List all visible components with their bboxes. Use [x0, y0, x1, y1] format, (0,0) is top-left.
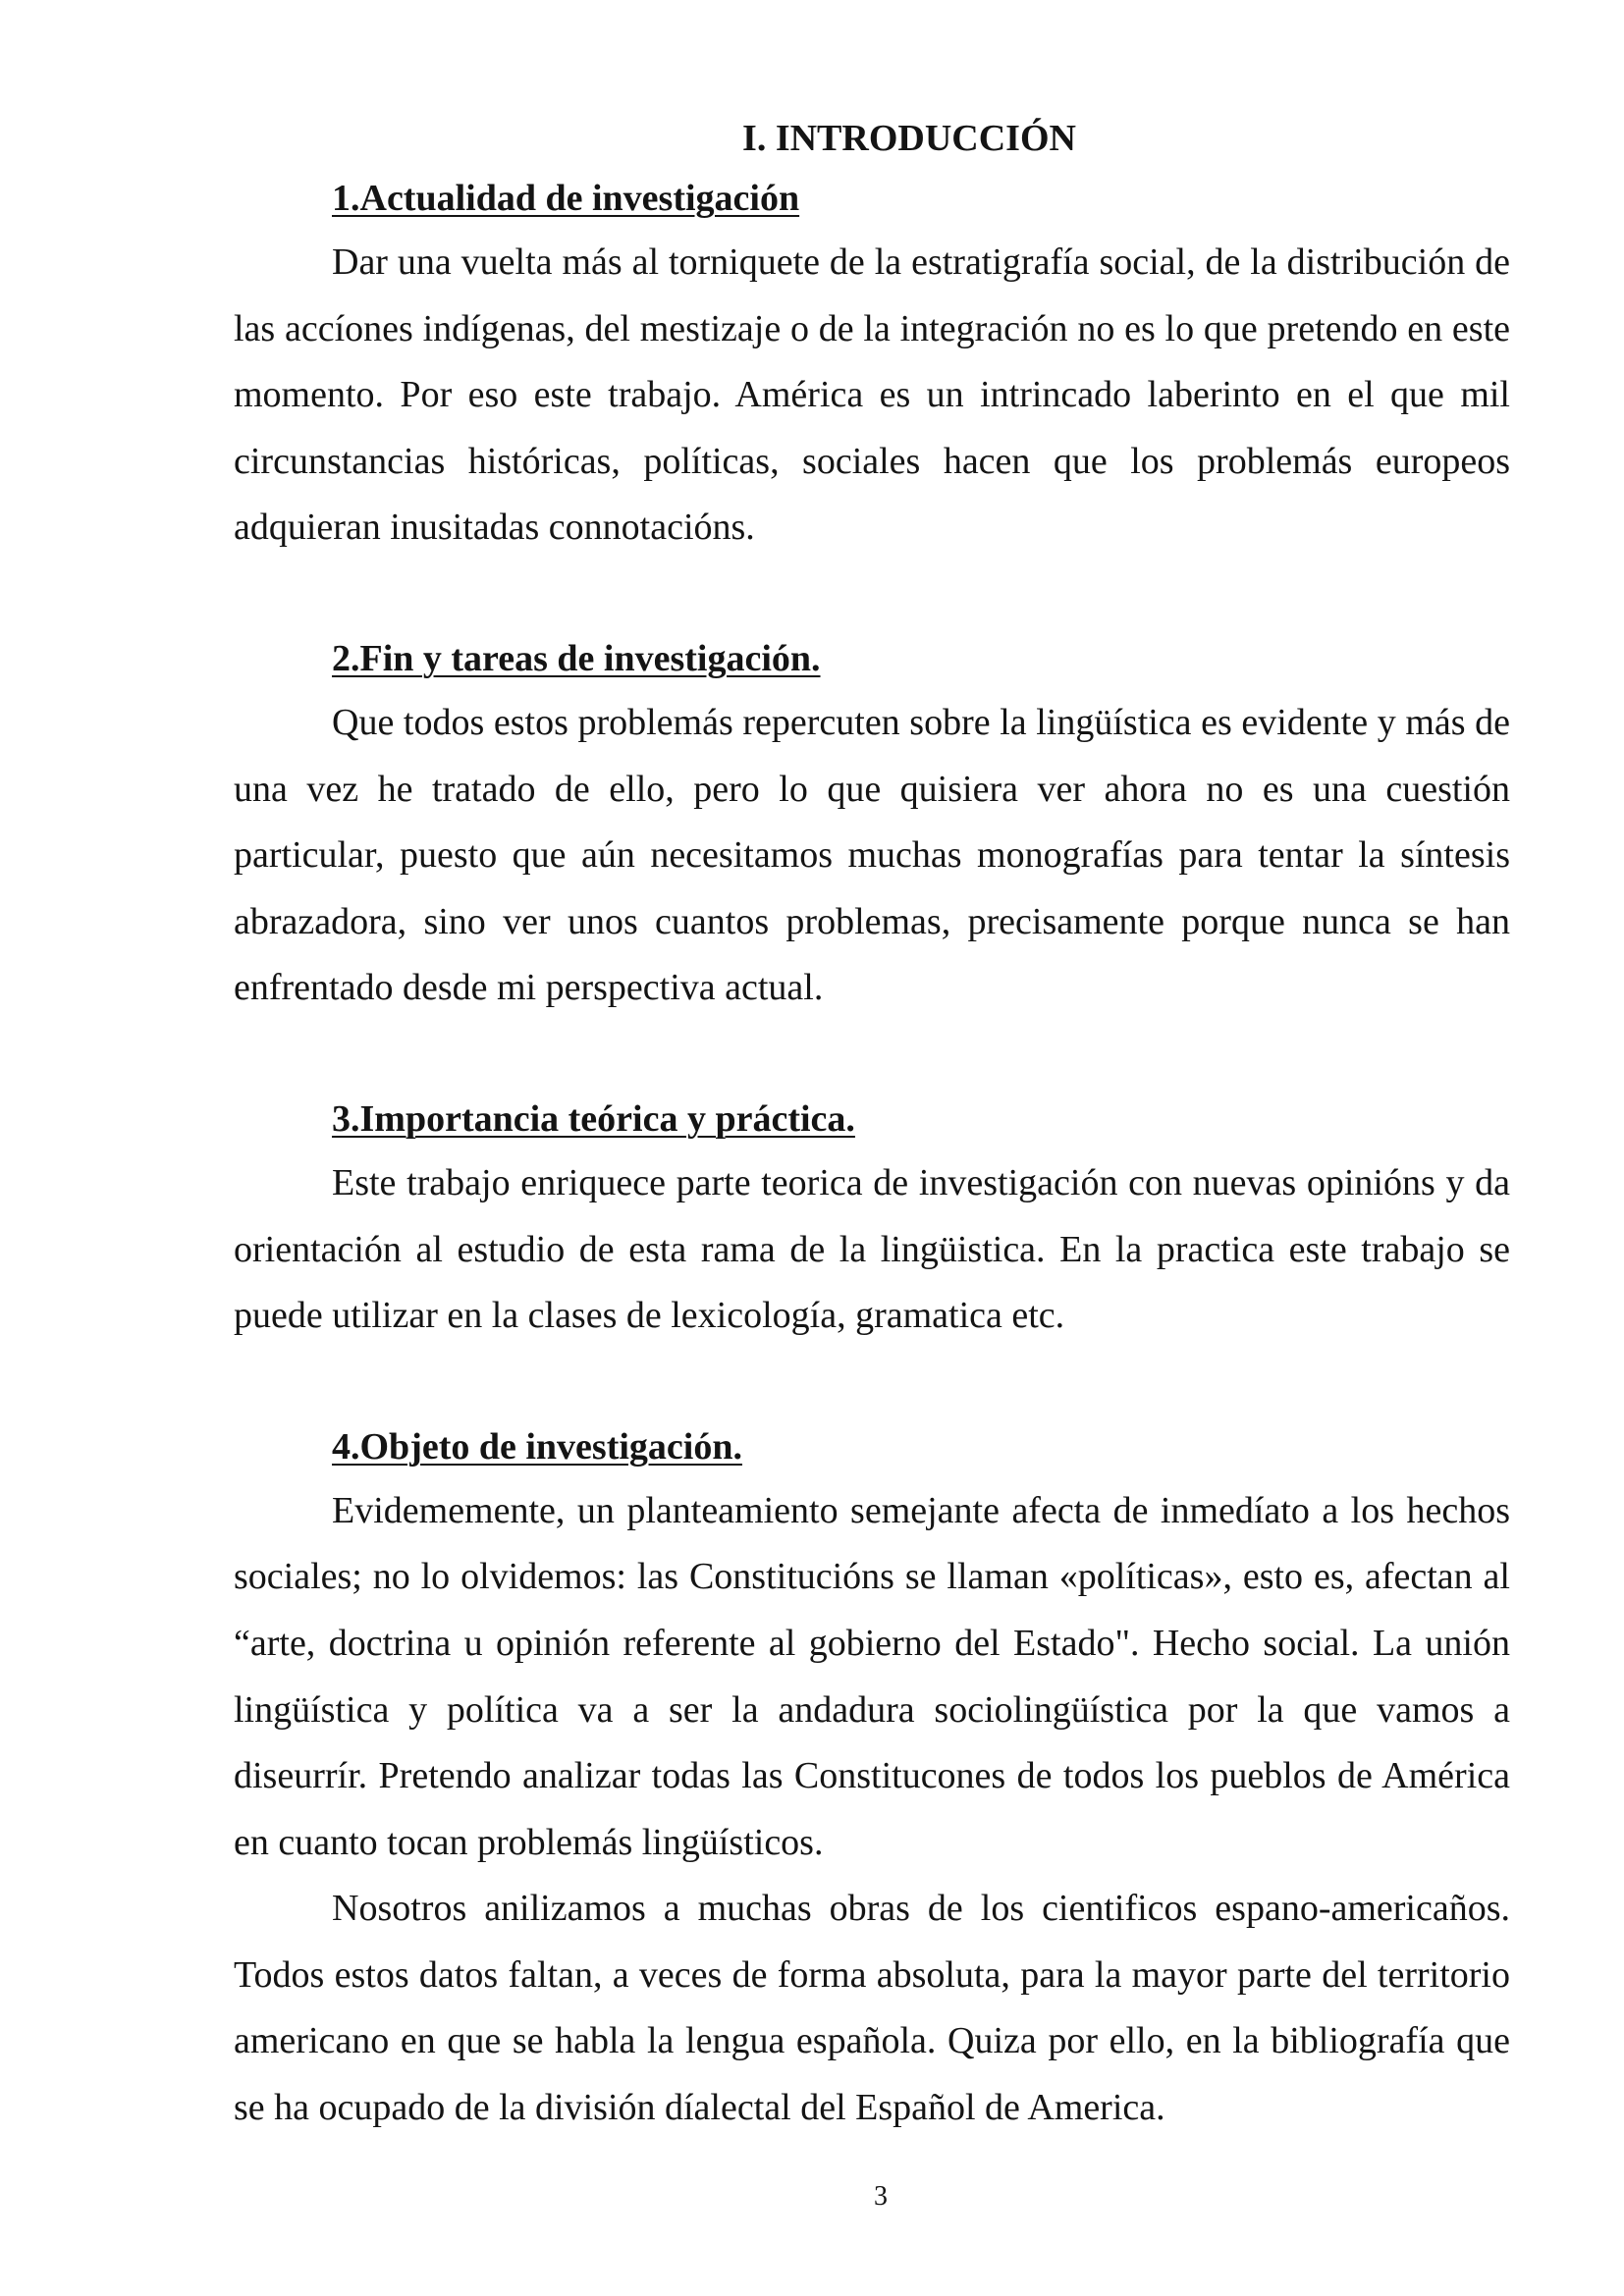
section-heading: 4.Objeto de investigación.	[332, 1425, 742, 1468]
section-fin-tareas	[234, 627, 1510, 1022]
section-heading: 3.Importancia teórica y práctica.	[332, 1097, 855, 1140]
paragraph: Nosotros anilizamos a muchas obras de los cientificos espano-americaños. Todos estos datos faltan, a veces de forma absoluta, para la mayor parte del territorio americano en que se habla la lengua española. Quiza por ello, en la bibliografía que se ha ocupado de la división díalectal del Español de America.	[234, 1888, 1510, 2129]
page-title: I. INTRODUCCIÓN	[742, 118, 1076, 159]
section-spacer	[234, 1350, 1510, 1415]
section-heading: 1.Actualidad de investigación	[332, 178, 800, 219]
paragraph: Dar una vuelta más al torniquete de la estratigrafía social, de la distribución de las accíones indígenas, del mestizaje o de la integración no es lo que pretendo en este momento. Por eso este trabajo. América es un intrincado laberinto en el que mil circunstancias históricas, políticas, sociales hacen que los problemás europeos adquieran inusitadas connotacións.	[234, 241, 1510, 549]
section-objeto	[234, 1415, 1510, 2142]
section-actualidad	[234, 167, 1510, 561]
paragraph: Que todos estos problemás repercuten sobre la lingüística es evidente y más de una vez he tratado de ello, pero lo que quisiera ver ahora no es una cuestión particular, puesto que aún necesitamos muchas monografías para tentar la síntesis abrazadora, sino ver unos cuantos problemas, precisamente porque nunca se han enfrentado desde mi perspectiva actual.	[234, 701, 1510, 1009]
section-importancia	[234, 1088, 1510, 1350]
section-heading: 2.Fin y tareas de investigación.	[332, 637, 821, 679]
paragraph: Evidememente, un planteamiento semejante afecta de inmedíato a los hechos sociales; no lo olvidemos: las Constitucións se llaman «políticas», esto es, afectan al “arte, doctrina u opinión referente al gobierno del Estado". Hecho social. La unión lingüística y política va a ser la andadura sociolingüística por la que vamos a diseurrír. Pretendo analizar todas las Constitucones de todos los pueblos de América en cuanto tocan problemás lingüísticos.	[234, 1489, 1510, 1863]
paragraph: Este trabajo enriquece parte teorica de investigación con nuevas opinións y da orientación al estudio de esta rama de la lingüistica. En la practica este trabajo se puede utilizar en la clases de lexicología, gramatica etc.	[234, 1161, 1510, 1337]
page-number: 3	[874, 2181, 888, 2212]
page-body	[234, 110, 1510, 2142]
section-spacer	[234, 1022, 1510, 1088]
section-spacer	[234, 561, 1510, 627]
